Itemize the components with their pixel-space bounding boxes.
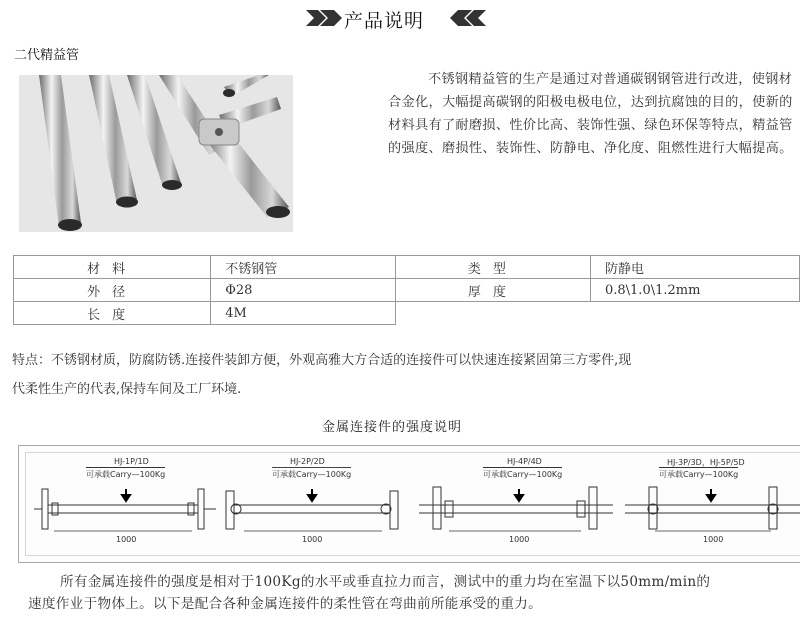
diagram-hj-4p bbox=[419, 453, 619, 557]
strength-section-title: 金属连接件的强度说明 bbox=[322, 420, 463, 435]
features-line-1: 特点：不锈钢材质，防腐防锈.连接件装卸方便，外观高雅大方合适的连接件可以快速连接紧固第三方零件,现 bbox=[12, 353, 632, 368]
diagram-hj-2p bbox=[224, 453, 419, 557]
spec-value-type: 防静电 bbox=[590, 256, 799, 279]
table-row bbox=[14, 279, 800, 302]
diagram-load: 可承载Carry—100Kg bbox=[659, 467, 738, 480]
diagram-code: HJ-3P/3D，HJ-5P/5D bbox=[667, 458, 745, 467]
spec-label-thickness: 厚度 bbox=[395, 279, 590, 302]
strength-diagram-frame bbox=[25, 452, 800, 556]
product-name: 二代精益管 bbox=[14, 48, 80, 63]
beam-diagram bbox=[34, 483, 224, 543]
diagram-code: HJ-4P/4D bbox=[507, 457, 542, 466]
spec-label-material: 材料 bbox=[14, 256, 211, 279]
page-title: 产品说明 bbox=[344, 10, 425, 32]
strength-note-line-1: 所有金属连接件的强度是相对于100Kg的水平或垂直拉力而言，测试中的重力均在室温下以50mm/min的 bbox=[60, 574, 711, 590]
header-left-arrow-icon bbox=[306, 10, 342, 26]
spec-label-length: 长度 bbox=[14, 302, 211, 325]
spec-value-diameter: Φ28 bbox=[211, 279, 396, 302]
diagram-dimension: 1000 bbox=[302, 535, 323, 544]
load-arrow-icon bbox=[515, 489, 523, 501]
load-arrow-icon bbox=[122, 489, 130, 501]
diagram-hj-3p-5p bbox=[619, 453, 800, 557]
product-photo bbox=[19, 75, 293, 232]
strength-note-line-2: 速度作业于物体上。以下是配合各种金属连接件的柔性管在弯曲前所能承受的重力。 bbox=[28, 596, 543, 612]
diagram-load: 可承载Carry—100Kg bbox=[86, 467, 165, 480]
diagram-dimension: 1000 bbox=[116, 535, 137, 544]
spec-value-material: 不锈钢管 bbox=[211, 256, 396, 279]
spec-table bbox=[13, 255, 800, 325]
load-arrow-icon bbox=[707, 489, 715, 501]
table-row bbox=[14, 302, 800, 325]
diagram-dimension: 1000 bbox=[703, 535, 724, 544]
diagram-code: HJ-1P/1D bbox=[114, 457, 149, 466]
table-row bbox=[14, 256, 800, 279]
beam-diagram bbox=[419, 483, 619, 543]
beam-diagram bbox=[619, 483, 800, 543]
header-right-arrow-icon bbox=[450, 10, 486, 26]
spec-value-thickness: 0.8\1.0\1.2mm bbox=[590, 279, 799, 302]
beam-diagram bbox=[224, 483, 419, 543]
diagram-hj-1p bbox=[34, 453, 224, 557]
load-arrow-icon bbox=[308, 489, 316, 501]
features-line-2: 代柔性生产的代表,保持车间及工厂环境. bbox=[12, 382, 242, 397]
diagram-load: 可承载Carry—100Kg bbox=[272, 467, 351, 480]
spec-label-type: 类型 bbox=[395, 256, 590, 279]
diagram-load: 可承载Carry—100Kg bbox=[483, 467, 562, 480]
features-text bbox=[12, 346, 800, 404]
product-description: 不锈钢精益管的生产是通过对普通碳钢钢管进行改进，使钢材合金化，大幅提高碳钢的阳极电极电位，达到抗腐蚀的目的，使新的材料具有了耐磨损、性价比高、装饰性强、绿色环保等特点，精益管的强度、磨损性、装饰性、防静电、净化度、阻燃性进行大幅提高。 bbox=[388, 72, 793, 156]
diagram-dimension: 1000 bbox=[509, 535, 530, 544]
spec-value-length: 4M bbox=[211, 302, 396, 325]
strength-diagram bbox=[18, 445, 800, 563]
spec-label-diameter: 外径 bbox=[14, 279, 211, 302]
diagram-code: HJ-2P/2D bbox=[290, 457, 325, 466]
